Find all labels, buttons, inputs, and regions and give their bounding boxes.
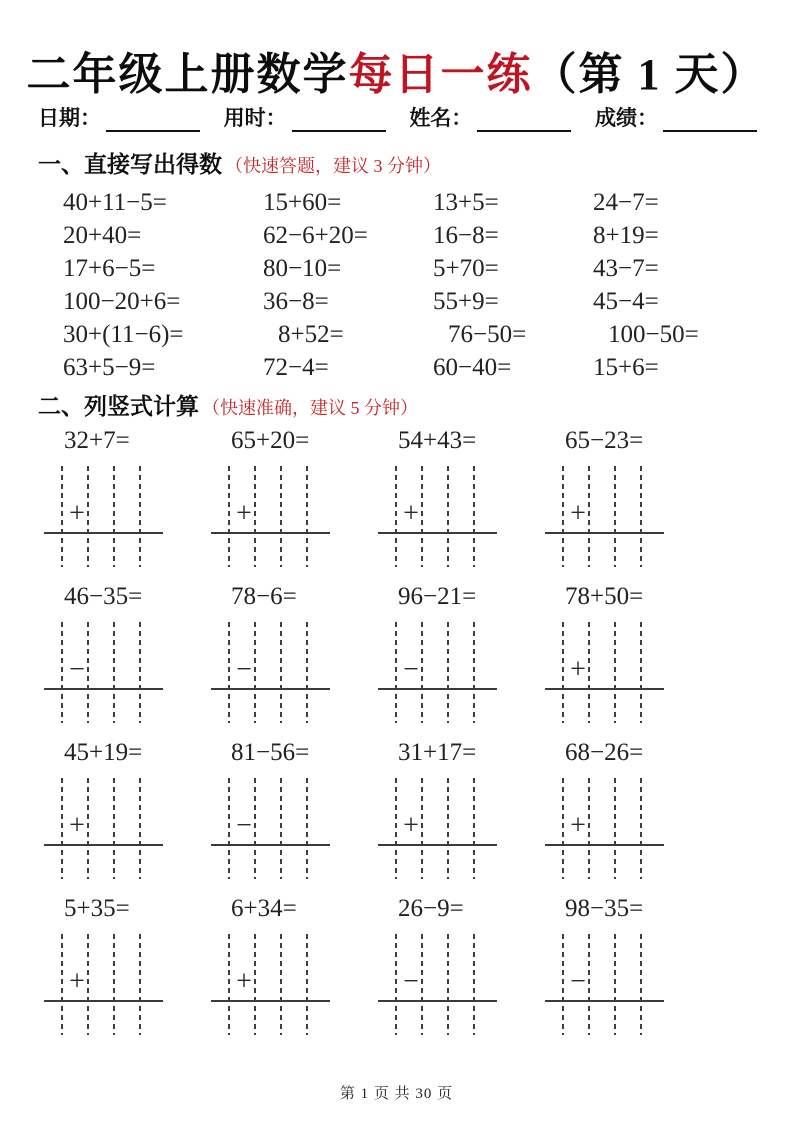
vertical-calc-cell	[546, 582, 713, 738]
vertical-calc-cell	[546, 894, 713, 1050]
answer-line	[378, 532, 497, 534]
column-guide-line	[447, 466, 449, 567]
blank-line	[106, 108, 200, 132]
problem-item: 76−50=	[448, 321, 527, 348]
column-guide-line	[447, 622, 449, 723]
field-score	[595, 102, 757, 132]
field-date	[38, 102, 200, 132]
problem-item: 20+40=	[63, 222, 142, 249]
calc-problem-label: 78−6=	[231, 583, 297, 610]
answer-line	[378, 688, 497, 690]
problem-item: 100−20+6=	[63, 288, 181, 315]
calc-problem-label: 68−26=	[565, 739, 644, 766]
blank-line	[477, 108, 571, 132]
operator-sign: +	[403, 810, 419, 841]
operator-sign: +	[403, 498, 419, 529]
problem-item: 72−4=	[263, 354, 329, 381]
answer-line	[545, 688, 664, 690]
operator-sign: +	[570, 498, 586, 529]
column-guide-line	[280, 466, 282, 567]
column-guide-line	[473, 466, 475, 567]
blank-line	[663, 108, 757, 132]
calc-workspace	[384, 466, 490, 567]
page-title	[0, 38, 793, 102]
blank-line	[292, 108, 386, 132]
calc-problem-label: 65+20=	[231, 427, 310, 454]
calc-problem-label: 96−21=	[398, 583, 477, 610]
column-guide-line	[139, 466, 141, 567]
calc-problem-label: 98−35=	[565, 895, 644, 922]
calc-workspace	[217, 934, 323, 1035]
calc-workspace	[50, 622, 156, 723]
column-guide-line	[640, 778, 642, 879]
problem-item: 15+6=	[593, 354, 659, 381]
problem-item: 5+70=	[433, 255, 499, 282]
section2-hint: （快速准确，建议 5 分钟）	[202, 398, 418, 418]
operator-sign: +	[69, 498, 85, 529]
answer-line	[211, 844, 330, 846]
column-guide-line	[113, 466, 115, 567]
answer-line	[545, 532, 664, 534]
operator-sign: +	[69, 966, 85, 997]
calc-problem-label: 6+34=	[231, 895, 297, 922]
column-guide-line	[562, 778, 564, 879]
answer-line	[378, 1000, 497, 1002]
answer-line	[44, 1000, 163, 1002]
vertical-calc-cell	[379, 582, 546, 738]
field-score-label: 成绩：	[594, 106, 658, 130]
problem-item: 40+11−5=	[63, 189, 167, 216]
column-guide-line	[280, 778, 282, 879]
calc-problem-label: 5+35=	[64, 895, 130, 922]
calc-workspace	[217, 622, 323, 723]
problem-item: 55+9=	[433, 288, 499, 315]
answer-line	[44, 688, 163, 690]
column-guide-line	[447, 778, 449, 879]
operator-sign: +	[570, 810, 586, 841]
calc-problem-label: 46−35=	[64, 583, 143, 610]
problem-item: 8+19=	[593, 222, 659, 249]
problem-item: 16−8=	[433, 222, 499, 249]
vertical-calc-cell	[546, 738, 713, 894]
calc-workspace	[384, 622, 490, 723]
calc-workspace	[384, 778, 490, 879]
operator-sign: −	[69, 654, 85, 685]
operator-sign: −	[403, 966, 419, 997]
vertical-calc-cell	[379, 426, 546, 582]
calc-problem-label: 78+50=	[565, 583, 644, 610]
column-guide-line	[61, 934, 63, 1035]
section2-heading	[38, 388, 418, 421]
calc-workspace	[384, 934, 490, 1035]
column-guide-line	[447, 934, 449, 1035]
column-guide-line	[228, 622, 230, 723]
problem-item: 80−10=	[263, 255, 342, 282]
field-time-used-label: 用时：	[223, 106, 287, 130]
vertical-calc-cell	[45, 426, 212, 582]
vertical-calc-cell	[546, 426, 713, 582]
section2-heading-text: 二、列竖式计算	[38, 394, 199, 419]
column-guide-line	[228, 466, 230, 567]
section1-hint: （快速答题，建议 3 分钟）	[225, 156, 441, 176]
problem-item: 13+5=	[433, 189, 499, 216]
problem-item: 36−8=	[263, 288, 329, 315]
column-guide-line	[280, 934, 282, 1035]
section1-heading-text: 一、直接写出得数	[38, 152, 222, 177]
problem-item: 43−7=	[593, 255, 659, 282]
problem-item: 30+(11−6)=	[63, 321, 184, 348]
column-guide-line	[614, 934, 616, 1035]
problem-item: 100−50=	[608, 321, 699, 348]
calc-problem-label: 26−9=	[398, 895, 464, 922]
section1-heading	[38, 146, 441, 179]
calc-problem-label: 32+7=	[64, 427, 130, 454]
calc-workspace	[551, 778, 657, 879]
problem-item: 24−7=	[593, 189, 659, 216]
column-guide-line	[306, 934, 308, 1035]
field-name-label: 姓名：	[409, 106, 473, 130]
column-guide-line	[61, 466, 63, 567]
title-text-right: （第 1 天）	[532, 50, 767, 99]
field-time-used	[224, 102, 386, 132]
column-guide-line	[306, 622, 308, 723]
problem-item: 60−40=	[433, 354, 512, 381]
column-guide-line	[473, 778, 475, 879]
answer-line	[211, 1000, 330, 1002]
title-highlight: 每日一练	[348, 50, 533, 99]
calc-workspace	[50, 778, 156, 879]
column-guide-line	[61, 622, 63, 723]
column-guide-line	[640, 622, 642, 723]
operator-sign: −	[236, 654, 252, 685]
operator-sign: −	[236, 810, 252, 841]
column-guide-line	[395, 778, 397, 879]
column-guide-line	[280, 622, 282, 723]
field-date-label: 日期：	[38, 106, 101, 130]
column-guide-line	[139, 934, 141, 1035]
calc-workspace	[551, 466, 657, 567]
vertical-calc-cell	[45, 894, 212, 1050]
title-text-left: 二年级上册数学	[26, 50, 349, 99]
vertical-calc-cell	[379, 738, 546, 894]
column-guide-line	[139, 778, 141, 879]
problem-item: 62−6+20=	[263, 222, 368, 249]
answer-line	[44, 532, 163, 534]
calc-workspace	[551, 934, 657, 1035]
column-guide-line	[228, 778, 230, 879]
column-guide-line	[562, 466, 564, 567]
column-guide-line	[113, 778, 115, 879]
calc-problem-label: 45+19=	[64, 739, 143, 766]
column-guide-line	[473, 622, 475, 723]
vertical-calc-cell	[212, 582, 379, 738]
column-guide-line	[395, 622, 397, 723]
operator-sign: −	[403, 654, 419, 685]
calc-workspace	[50, 466, 156, 567]
column-guide-line	[395, 934, 397, 1035]
operator-sign: +	[236, 498, 252, 529]
calc-workspace	[551, 622, 657, 723]
field-name	[409, 102, 571, 132]
column-guide-line	[473, 934, 475, 1035]
calc-workspace	[217, 778, 323, 879]
column-guide-line	[614, 466, 616, 567]
operator-sign: +	[570, 654, 586, 685]
calc-workspace	[50, 934, 156, 1035]
calc-problem-label: 54+43=	[398, 427, 477, 454]
section1-problems	[63, 186, 760, 384]
problem-item: 15+60=	[263, 189, 342, 216]
vertical-calc-cell	[45, 582, 212, 738]
operator-sign: +	[236, 966, 252, 997]
calc-workspace	[217, 466, 323, 567]
operator-sign: +	[69, 810, 85, 841]
column-guide-line	[113, 622, 115, 723]
vertical-calc-cell	[212, 738, 379, 894]
answer-line	[378, 844, 497, 846]
answer-line	[211, 532, 330, 534]
column-guide-line	[61, 778, 63, 879]
problem-item: 45−4=	[593, 288, 659, 315]
vertical-calc-cell	[379, 894, 546, 1050]
column-guide-line	[306, 466, 308, 567]
operator-sign: −	[570, 966, 586, 997]
vertical-calc-cell	[212, 894, 379, 1050]
column-guide-line	[640, 466, 642, 567]
answer-line	[211, 688, 330, 690]
answer-line	[44, 844, 163, 846]
column-guide-line	[228, 934, 230, 1035]
column-guide-line	[113, 934, 115, 1035]
section2-problems	[45, 426, 713, 1050]
column-guide-line	[640, 934, 642, 1035]
problem-item: 17+6−5=	[63, 255, 156, 282]
calc-problem-label: 31+17=	[398, 739, 477, 766]
column-guide-line	[395, 466, 397, 567]
column-guide-line	[562, 934, 564, 1035]
calc-problem-label: 65−23=	[565, 427, 644, 454]
page-footer: 第 1 页 共 30 页	[339, 1086, 454, 1102]
column-guide-line	[306, 778, 308, 879]
column-guide-line	[139, 622, 141, 723]
vertical-calc-cell	[212, 426, 379, 582]
column-guide-line	[562, 622, 564, 723]
column-guide-line	[614, 778, 616, 879]
info-row	[38, 102, 757, 132]
calc-problem-label: 81−56=	[231, 739, 310, 766]
column-guide-line	[614, 622, 616, 723]
problem-item: 8+52=	[278, 321, 344, 348]
answer-line	[545, 1000, 664, 1002]
answer-line	[545, 844, 664, 846]
problem-item: 63+5−9=	[63, 354, 156, 381]
vertical-calc-cell	[45, 738, 212, 894]
